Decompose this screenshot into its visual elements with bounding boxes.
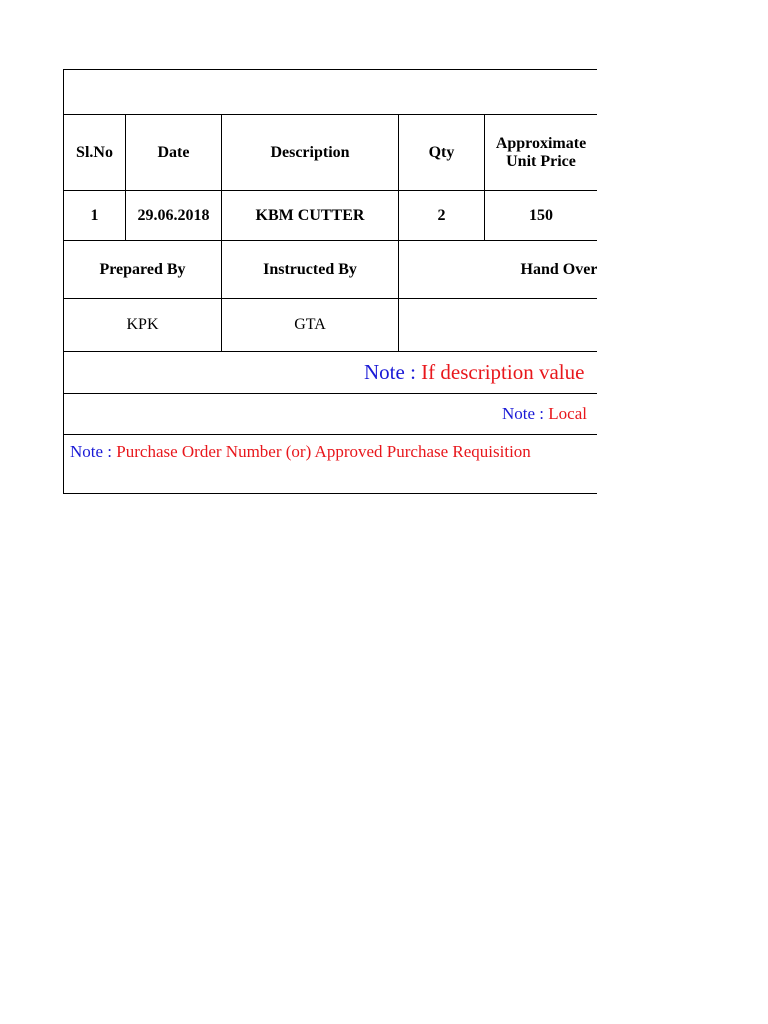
note-label: Note :: [70, 442, 117, 461]
note-text: Purchase Order Number (or) Approved Purchase Requisition: [116, 442, 531, 461]
header-description: Description: [270, 143, 350, 161]
note-text: Local: [548, 404, 587, 423]
note-label: Note :: [364, 360, 422, 384]
cell-unit-price: 150: [529, 206, 553, 224]
header-date: Date: [157, 143, 190, 161]
instructed-by-label: Instructed By: [263, 260, 357, 278]
note-label: Note :: [502, 404, 549, 423]
note-description-warning: [364, 360, 584, 385]
cell-description: KBM CUTTER: [255, 206, 365, 224]
cell-qty: 2: [437, 206, 446, 224]
purchase-form-table: [63, 69, 597, 494]
hand-over-value: [399, 299, 597, 351]
row-divider: [64, 434, 597, 435]
note-text: If description value: [421, 360, 585, 384]
prepared-by-label: Prepared By: [99, 260, 186, 278]
instructed-by-value: GTA: [294, 316, 326, 333]
row-divider: [64, 393, 597, 394]
note-local: [502, 404, 587, 424]
cell-date: 29.06.2018: [137, 206, 210, 224]
header-unit-price-line2: Unit Price: [506, 152, 576, 170]
note-purchase-order: [70, 442, 531, 462]
header-unit-price-line1: Approximate: [495, 134, 587, 152]
form-clip-region: [63, 69, 597, 494]
row-divider: [64, 351, 597, 352]
cell-slno: 1: [90, 206, 99, 224]
header-slno: Sl.No: [76, 143, 113, 161]
header-qty: Qty: [428, 143, 455, 161]
hand-over-label: Hand Over: [520, 260, 597, 278]
header-unit-price: [485, 115, 597, 190]
prepared-by-value: KPK: [126, 316, 159, 333]
